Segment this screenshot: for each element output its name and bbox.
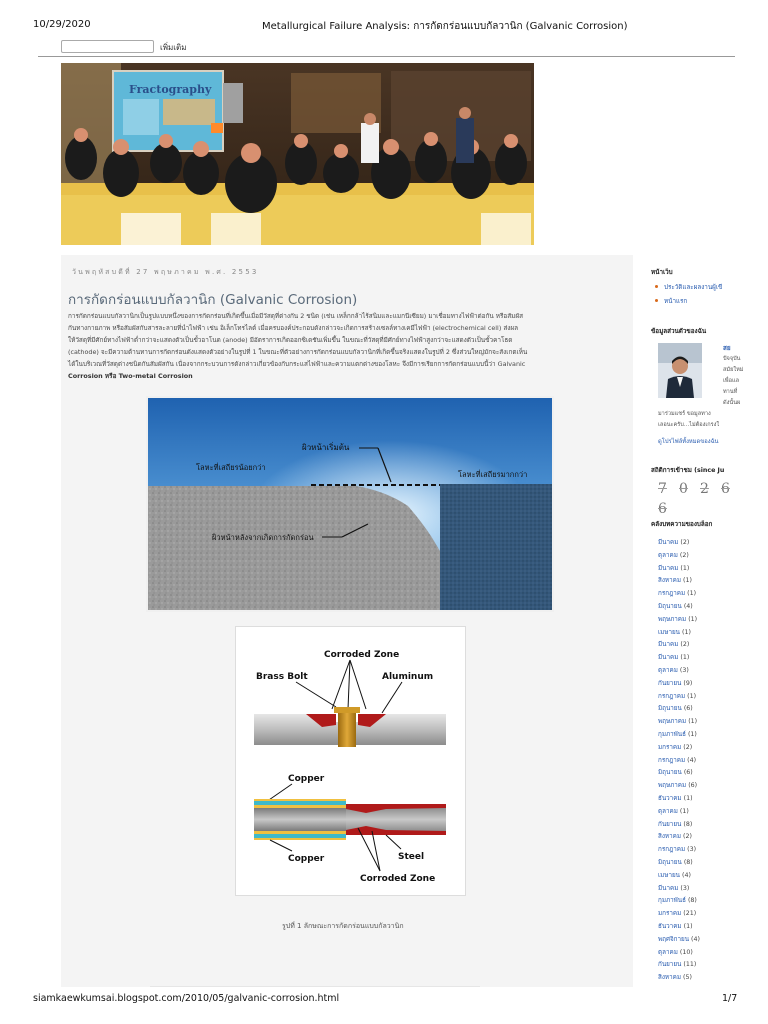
archive-count: (9) xyxy=(683,679,693,687)
archive-item[interactable] xyxy=(658,703,743,716)
archive-item[interactable] xyxy=(658,563,743,576)
archive-month-link[interactable]: มกราคม xyxy=(658,910,682,918)
archive-month-link[interactable]: กรกฎาคม xyxy=(658,692,686,700)
archive-month-link[interactable]: มีนาคม xyxy=(658,654,679,662)
archive-heading: คลังบทความของบล็อก xyxy=(651,521,713,528)
archive-item[interactable] xyxy=(658,831,743,844)
archive-month-link[interactable]: มิถุนายน xyxy=(658,769,682,777)
archive-month-link[interactable]: มีนาคม xyxy=(658,539,679,546)
post-body-line: ให้วัสดุที่มีศักย์ทางไฟฟ้าต่ำกว่าจะแสดงตัวเป็นขั้วอาโนด (anode) มีอัตราการเกิดออกซิเดชันเพิ่มขึ้น ในขณะที่วัสดุที่มีศักย์ทางไฟฟ้าสูงกว่าจะแสดงตัวเป็นขั้วคาโธด xyxy=(68,335,513,344)
steel-label: Steel xyxy=(398,852,425,862)
archive-count: (8) xyxy=(687,897,697,905)
archive-count: (1) xyxy=(687,692,697,700)
header-image xyxy=(61,63,534,245)
sidebar-page-link-home[interactable]: หน้าแรก xyxy=(664,298,688,305)
archive-month-link[interactable]: ธันวาคม xyxy=(658,922,682,930)
visit-counter-digit: 7 xyxy=(658,481,667,497)
archive-month-link[interactable]: มีนาคม xyxy=(658,884,679,892)
visit-counter-digit: 0 xyxy=(679,481,688,497)
visit-counter-digit: 6 xyxy=(721,481,730,497)
archive-month-link[interactable]: กันยายน xyxy=(658,820,682,828)
archive-count: (1) xyxy=(687,590,697,598)
copper-top-label: Copper xyxy=(288,774,325,784)
archive-item[interactable] xyxy=(658,908,743,921)
archive-count: (21) xyxy=(683,910,697,918)
archive-count: (1) xyxy=(682,628,691,636)
archive-month-link[interactable]: ตุลาคม xyxy=(658,948,678,956)
archive-month-link[interactable]: มิถุนายน xyxy=(658,858,682,866)
more-noble-metal-label: โลหะที่เสถียรมากกว่า xyxy=(458,470,528,479)
archive-month-link[interactable]: กรกฎาคม xyxy=(658,756,686,764)
archive-item[interactable] xyxy=(658,691,743,704)
archive-item[interactable] xyxy=(658,588,743,601)
aluminum-label: Aluminum xyxy=(382,672,434,682)
post-title[interactable]: การกัดกร่อนแบบกัลวานิก (Galvanic Corrosion) xyxy=(68,292,358,308)
archive-count: (2) xyxy=(680,641,690,649)
view-full-profile-link[interactable]: ดูโปรไฟล์ทั้งหมดของฉัน xyxy=(658,439,719,445)
visit-counter-digit: 2 xyxy=(700,481,709,497)
archive-count: (2) xyxy=(683,743,693,751)
archive-month-link[interactable]: กุมภาพันธ์ xyxy=(658,897,686,905)
print-page-number: 1/7 xyxy=(722,993,738,1004)
archive-item[interactable] xyxy=(658,601,743,614)
galvanic-examples-figure xyxy=(235,626,466,896)
corroded-zone-top-label: Corroded Zone xyxy=(324,650,400,660)
archive-count: (4) xyxy=(683,602,693,610)
archive-month-link[interactable]: กุมภาพันธ์ xyxy=(658,730,686,738)
archive-month-link[interactable]: มิถุนายน xyxy=(658,602,682,610)
post-body-line: การกัดกร่อนแบบกัลวานิกเป็นรูปแบบหนึ่งของการกัดกร่อนที่เกิดขึ้นเมื่อมีวัสดุที่ต่างกัน 2 ชนิด (เช่น เหล็กกล้าไร้สนิมและแมกนีเซียม) มาเชื่อมทางไฟฟ้าต่อกัน หรือสัมผัส xyxy=(68,312,523,320)
corroded-surface-label: ผิวหน้าหลังจากเกิดการกัดกร่อน xyxy=(212,533,314,542)
archive-item[interactable] xyxy=(658,793,743,806)
archive-count: (1) xyxy=(679,807,689,815)
initial-surface-label: ผิวหน้าเริ่มต้น xyxy=(302,443,350,452)
archive-item[interactable] xyxy=(658,947,743,960)
archive-item[interactable] xyxy=(658,972,743,985)
archive-item[interactable] xyxy=(658,550,743,563)
post-body-line: กันทางกายภาพ หรือสัมผัสกับสารละลายที่นำไฟฟ้า เช่น อิเล็กโทรไลต์ เมื่อครบองค์ประกอบดังกล่าวจะเกิดการสร้างเซลล์ทางเคมีไฟฟ้า (electrochemical cell) ส่งผล xyxy=(68,323,519,332)
archive-item[interactable] xyxy=(658,537,743,550)
archive-month-link[interactable]: กันยายน xyxy=(658,679,682,687)
archive-month-link[interactable]: พฤษภาคม xyxy=(658,615,687,623)
archive-item[interactable] xyxy=(658,934,743,947)
archive-count: (6) xyxy=(688,782,698,790)
archive-month-link[interactable]: พฤศจิกายน xyxy=(658,935,689,943)
archive-count: (1) xyxy=(688,615,698,623)
archive-month-link[interactable]: มีนาคม xyxy=(658,641,679,649)
post-body xyxy=(68,311,626,382)
print-page-title: Metallurgical Failure Analysis: การกัดกร่อนแบบกัลวานิก (Galvanic Corrosion) xyxy=(262,21,628,32)
archive-item[interactable] xyxy=(658,575,743,588)
galvanic-schematic-figure xyxy=(146,396,554,612)
archive-month-link[interactable]: ตุลาคม xyxy=(658,551,678,559)
archive-month-link[interactable]: ธันวาคม xyxy=(658,794,682,802)
archive-item[interactable] xyxy=(658,870,743,883)
archive-count: (8) xyxy=(683,820,693,828)
archive-count: (3) xyxy=(679,666,689,674)
archive-item[interactable] xyxy=(658,665,743,678)
archive-item[interactable] xyxy=(658,742,743,755)
archive-month-link[interactable]: สิงหาคม xyxy=(658,974,681,982)
archive-item[interactable] xyxy=(658,627,743,640)
archive-month-link[interactable]: เมษายน xyxy=(658,628,680,636)
archive-count: (2) xyxy=(680,539,690,546)
archive-item[interactable] xyxy=(658,767,743,780)
archive-count: (11) xyxy=(683,961,697,969)
archive-count: (4) xyxy=(691,935,700,943)
navbar-more-link[interactable]: เพิ่มเติม xyxy=(160,43,187,52)
post-body-line: Corrosion หรือ Two-metal Corrosion xyxy=(68,371,193,380)
archive-month-link[interactable]: สิงหาคม xyxy=(658,577,681,585)
archive-count: (3) xyxy=(687,846,697,854)
archive-month-link[interactable]: พฤษภาคม xyxy=(658,782,687,790)
archive-item[interactable] xyxy=(658,780,743,793)
profile-text-line: เลอนะครับ...ไม่ต้องเกรงใ xyxy=(658,422,720,428)
archive-item[interactable] xyxy=(658,895,743,908)
print-url: siamkaewkumsai.blogspot.com/2010/05/galvanic-corrosion.html xyxy=(33,993,340,1004)
header-divider xyxy=(38,56,735,57)
profile-text-line: ปัจจุบัน xyxy=(723,356,741,362)
corroded-zone-bottom-label: Corroded Zone xyxy=(360,874,436,884)
profile-text-line: เพื่อแล xyxy=(723,378,739,384)
profile-text-line: ดังนั้นผ xyxy=(723,400,741,406)
archive-count: (5) xyxy=(682,974,692,982)
archive-item[interactable] xyxy=(658,729,743,742)
archive-item[interactable] xyxy=(658,678,743,691)
archive-count: (1) xyxy=(683,794,693,802)
archive-count: (1) xyxy=(683,922,693,930)
archive-month-link[interactable]: มีนาคม xyxy=(658,564,679,572)
profile-heading: ข้อมูลส่วนตัวของฉัน xyxy=(651,328,707,335)
archive-month-link[interactable]: เมษายน xyxy=(658,871,680,879)
archive-item[interactable] xyxy=(658,819,743,832)
archive-count: (10) xyxy=(679,948,693,956)
navbar-search-input[interactable] xyxy=(61,40,154,53)
archive-item[interactable] xyxy=(658,806,743,819)
stats-heading: สถิติการเข้าชม (since Ju xyxy=(651,467,725,474)
bullet-icon xyxy=(655,285,658,288)
slide-title: Fractography xyxy=(129,83,212,96)
archive-count: (2) xyxy=(679,551,689,559)
archive-month-link[interactable]: กรกฎาคม xyxy=(658,590,686,598)
visit-counter-digit: 6 xyxy=(658,501,667,517)
archive-month-link[interactable]: พฤษภาคม xyxy=(658,718,687,726)
archive-month-link[interactable]: ตุลาคม xyxy=(658,807,678,815)
sidebar-page-link-profile[interactable]: ประวัติและผลงานผู้เขี xyxy=(664,284,723,291)
profile-name[interactable]: สย xyxy=(723,345,731,352)
archive-count: (6) xyxy=(683,705,693,713)
archive-count: (2) xyxy=(682,833,692,841)
archive-count: (3) xyxy=(680,884,690,892)
archive-count: (8) xyxy=(683,858,693,866)
archive-month-link[interactable]: มกราคม xyxy=(658,743,682,751)
archive-item[interactable] xyxy=(658,921,743,934)
copper-bottom-label: Copper xyxy=(288,854,325,864)
avatar[interactable] xyxy=(658,343,702,398)
archive-month-link[interactable]: ตุลาคม xyxy=(658,666,678,674)
archive-month-link[interactable]: กรกฎาคม xyxy=(658,846,686,854)
post-body-line: (cathode) จะมีความต้านทานการกัดกร่อนดังแสดงตัวอย่างในรูปที่ 1 ในขณะที่ตัวอย่างการกัดกร่อนแบบกัลวานิกที่เกิดขึ้นจริงแสดงในรูปที่ 2 ซึ่งส่วนใหญ่มักจะสังเกตเห็น xyxy=(68,347,528,356)
bullet-icon xyxy=(655,299,658,302)
profile-text-line: สมัยใหม่ xyxy=(723,367,743,373)
archive-count: (1) xyxy=(680,654,690,662)
archive-item[interactable] xyxy=(658,959,743,972)
post-divider xyxy=(150,986,480,987)
archive-item[interactable] xyxy=(658,614,743,627)
archive-item[interactable] xyxy=(658,883,743,896)
profile-text-line: ทานที่ xyxy=(723,389,738,395)
archive-count: (1) xyxy=(688,718,698,726)
archive-month-link[interactable]: กันยายน xyxy=(658,961,682,969)
blog-archive-list xyxy=(658,537,743,985)
sidebar xyxy=(651,255,743,990)
less-noble-metal-label: โลหะที่เสถียรน้อยกว่า xyxy=(196,463,266,472)
post-body-line: ได้ในบริเวณที่วัสดุต่างชนิดกันสัมผัสกัน เนื่องจากกระบวนการดังกล่าวเกี่ยวข้องกับกระแสไฟฟ้าและความแตกต่างของโลหะ จึงมีการเรียกการกัดกร่อนแบบนี้ว่า Galvanic xyxy=(68,359,526,368)
archive-count: (1) xyxy=(682,577,692,585)
archive-item[interactable] xyxy=(658,755,743,768)
print-date: 10/29/2020 xyxy=(33,19,91,30)
post-date: วันพฤหัสบดีที่ 27 พฤษภาคม พ.ศ. 2553 xyxy=(72,268,259,276)
archive-count: (6) xyxy=(683,769,693,777)
profile-text-line: มาร่วมแชร์ ขอมูลทาง xyxy=(658,411,711,417)
archive-count: (4) xyxy=(687,756,697,764)
archive-item[interactable] xyxy=(658,639,743,652)
archive-month-link[interactable]: สิงหาคม xyxy=(658,833,681,841)
pages-heading: หน้าเว็บ xyxy=(651,269,673,276)
archive-item[interactable] xyxy=(658,652,743,665)
archive-item[interactable] xyxy=(658,857,743,870)
archive-count: (1) xyxy=(687,730,697,738)
archive-month-link[interactable]: มิถุนายน xyxy=(658,705,682,713)
archive-item[interactable] xyxy=(658,844,743,857)
figure-caption: รูปที่ 1 ลักษณะการกัดกร่อนแบบกัลวานิก xyxy=(282,922,404,930)
archive-count: (4) xyxy=(682,871,691,879)
archive-count: (1) xyxy=(680,564,690,572)
brass-bolt-label: Brass Bolt xyxy=(256,672,308,682)
archive-item[interactable] xyxy=(658,716,743,729)
